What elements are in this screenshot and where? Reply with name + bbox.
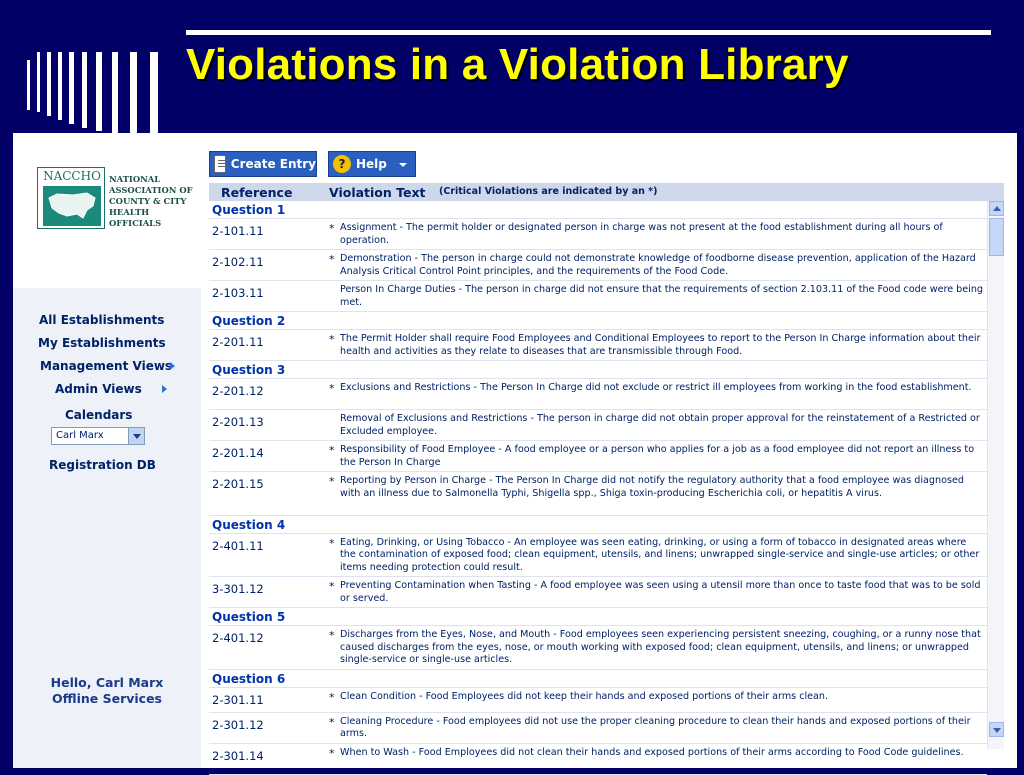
- critical-marker: *: [329, 382, 335, 395]
- nav-calendars[interactable]: Calendars: [65, 408, 133, 422]
- table-row[interactable]: [209, 626, 987, 670]
- reference-code[interactable]: 2-201.14: [212, 446, 264, 460]
- decorative-stripes: [27, 52, 167, 134]
- reference-code[interactable]: 2-201.11: [212, 335, 264, 349]
- reference-code[interactable]: 2-201.15: [212, 477, 264, 491]
- scroll-down-icon[interactable]: [989, 722, 1004, 737]
- chevron-down-icon[interactable]: [128, 428, 144, 444]
- violation-text: Eating, Drinking, or Using Tobacco - An employee was seen eating, drinking, or using a form of tobacco in designated areas where the contamination of exposed food; clean equipment, utensils, and linens; unwrapped single-service and single-use articles; or other items needing protection could result.: [340, 536, 980, 573]
- violation-table: [209, 183, 1004, 763]
- logo-line: ASSOCIATION OF: [109, 185, 193, 195]
- violation-text: Clean Condition - Food Employees did not keep their hands and exposed portions of their arms clean.: [340, 690, 829, 702]
- reference-code[interactable]: 2-201.13: [212, 415, 264, 429]
- column-header-violation-text[interactable]: Violation Text: [329, 185, 426, 200]
- vertical-scrollbar[interactable]: [987, 201, 1004, 749]
- nav-all-establishments[interactable]: All Establishments: [39, 313, 165, 327]
- reference-code[interactable]: 2-301.11: [212, 692, 264, 707]
- question-heading: Question 1: [209, 201, 987, 219]
- nav-registration-db[interactable]: Registration DB: [49, 458, 156, 472]
- table-row[interactable]: [209, 379, 987, 410]
- violation-text: Assignment - The permit holder or designated person in charge was not present at the food establishment during all hours of operation.: [340, 222, 943, 246]
- nav-admin-views[interactable]: Admin Views: [55, 382, 142, 396]
- table-row[interactable]: [209, 744, 987, 775]
- critical-marker: *: [329, 580, 335, 593]
- violation-text: Person In Charge Duties - The person in charge did not ensure that the requirements of section 2.103.11 of the Food code were being met.: [340, 284, 983, 308]
- chevron-right-icon: [170, 362, 175, 370]
- table-row[interactable]: [209, 330, 987, 361]
- violation-text: Removal of Exclusions and Restrictions - The person in charge did not obtain proper approval for the reinstatement of a Restricted or Excluded employee.: [340, 413, 980, 437]
- logo-word: NACCHO: [43, 169, 101, 183]
- violation-text: Reporting by Person in Charge - The Person In Charge did not notify the regulatory authority that a food employee was diagnosed with an illness due to Salmonella Typhi, Shigella spp., Shiga toxin-producing Escherichia coli, or hepatitis A virus.: [340, 475, 964, 499]
- scroll-up-icon[interactable]: [989, 201, 1004, 216]
- reference-code[interactable]: 3-301.12: [212, 582, 264, 596]
- greeting: Hello, Carl Marx: [50, 675, 164, 690]
- critical-marker: *: [329, 715, 335, 729]
- naccho-logo: [37, 167, 197, 229]
- reference-code[interactable]: 2-102.11: [212, 255, 264, 269]
- reference-code[interactable]: 2-401.11: [212, 538, 264, 553]
- question-heading: Question 3: [209, 361, 987, 379]
- us-map-icon: [43, 186, 101, 226]
- reference-code[interactable]: 2-103.11: [212, 286, 264, 300]
- question-heading: Question 5: [209, 608, 987, 626]
- table-row[interactable]: [209, 472, 987, 516]
- document-add-icon: [214, 155, 226, 173]
- chevron-right-icon: [162, 385, 167, 393]
- violation-text: Demonstration - The person in charge could not demonstrate knowledge of foodborne disease prevention, application of the Hazard Analysis Critical Control Point principles, and the requirements of the Food Code.: [340, 253, 976, 277]
- help-button[interactable]: [328, 151, 416, 177]
- nav-my-establishments[interactable]: My Establishments: [38, 336, 166, 350]
- critical-marker: *: [329, 475, 335, 488]
- reference-code[interactable]: 2-301.12: [212, 717, 264, 732]
- critical-marker: *: [329, 690, 335, 704]
- question-heading: Question 2: [209, 312, 987, 330]
- table-row[interactable]: [209, 688, 987, 713]
- help-icon: [333, 155, 351, 173]
- sidebar: [13, 133, 201, 768]
- title-rule: [186, 30, 991, 35]
- violation-text: Discharges from the Eyes, Nose, and Mouth - Food employees seen experiencing persistent sneezing, coughing, or a runny nose that caused discharges from the eyes, nose, or mouth working with exposed food; clean equipment, utensils, and linens; or unwrapped single-service or single-use articles.: [340, 629, 981, 665]
- violation-text: When to Wash - Food Employees did not clean their hands and exposed portions of their arms according to Food Code guidelines.: [340, 746, 964, 758]
- column-header-reference[interactable]: Reference: [221, 185, 293, 200]
- create-entry-label: Create Entry: [230, 157, 316, 171]
- chevron-down-icon: [399, 163, 407, 167]
- reference-code[interactable]: 2-301.14: [212, 748, 264, 763]
- critical-marker: *: [329, 333, 335, 346]
- table-row[interactable]: [209, 713, 987, 744]
- violation-text: Exclusions and Restrictions - The Person In Charge did not exclude or restrict ill employees from working in the food establishment.: [340, 382, 972, 393]
- calendar-select-value: Carl Marx: [56, 430, 104, 441]
- create-entry-button[interactable]: [209, 151, 317, 177]
- table-row[interactable]: [209, 219, 987, 250]
- nav-management-views[interactable]: Management Views: [40, 359, 173, 373]
- reference-code[interactable]: 2-201.12: [212, 384, 264, 398]
- critical-marker: *: [329, 746, 335, 760]
- critical-marker: *: [329, 536, 335, 550]
- help-label: Help: [356, 157, 387, 171]
- violation-text: Cleaning Procedure - Food employees did not use the proper cleaning procedure to clean their hands and exposed portions of their arms.: [340, 715, 971, 739]
- table-row[interactable]: [209, 410, 987, 441]
- slide-title: Violations in a Violation Library: [186, 40, 849, 89]
- violation-text: Responsibility of Food Employee - A food employee or a person who applies for a job as a food employee did not report an illness to the Person In Charge: [340, 444, 975, 468]
- violation-text: Preventing Contamination when Tasting - A food employee was seen using a utensil more than once to taste food that was to be sold or served.: [340, 580, 981, 604]
- critical-marker: *: [329, 253, 335, 266]
- critical-note: (Critical Violations are indicated by an *): [439, 186, 658, 197]
- question-heading: Question 4: [209, 516, 987, 534]
- critical-marker: *: [329, 222, 335, 235]
- reference-code[interactable]: 2-101.11: [212, 224, 264, 238]
- table-row[interactable]: [209, 441, 987, 472]
- table-row[interactable]: [209, 534, 987, 578]
- table-row[interactable]: [209, 281, 987, 312]
- scroll-thumb[interactable]: [989, 218, 1004, 256]
- critical-marker: *: [329, 444, 335, 457]
- logo-line: HEALTH OFFICIALS: [109, 207, 162, 228]
- table-row[interactable]: [209, 250, 987, 281]
- critical-marker: *: [329, 629, 335, 642]
- table-header: [209, 183, 1004, 201]
- calendar-select[interactable]: [51, 427, 145, 445]
- logo-line: NATIONAL: [109, 174, 161, 184]
- question-heading: Question 6: [209, 670, 987, 688]
- reference-code[interactable]: 2-401.12: [212, 631, 264, 645]
- logo-line: COUNTY & CITY: [109, 196, 187, 206]
- offline-services-link[interactable]: Offline Services: [52, 691, 162, 706]
- violation-text: The Permit Holder shall require Food Employees and Conditional Employees to report to the Person In Charge information about their health and activities as they relate to diseases that are transmissible through Food.: [340, 333, 981, 357]
- table-row[interactable]: [209, 577, 987, 608]
- app-window: [13, 133, 1017, 768]
